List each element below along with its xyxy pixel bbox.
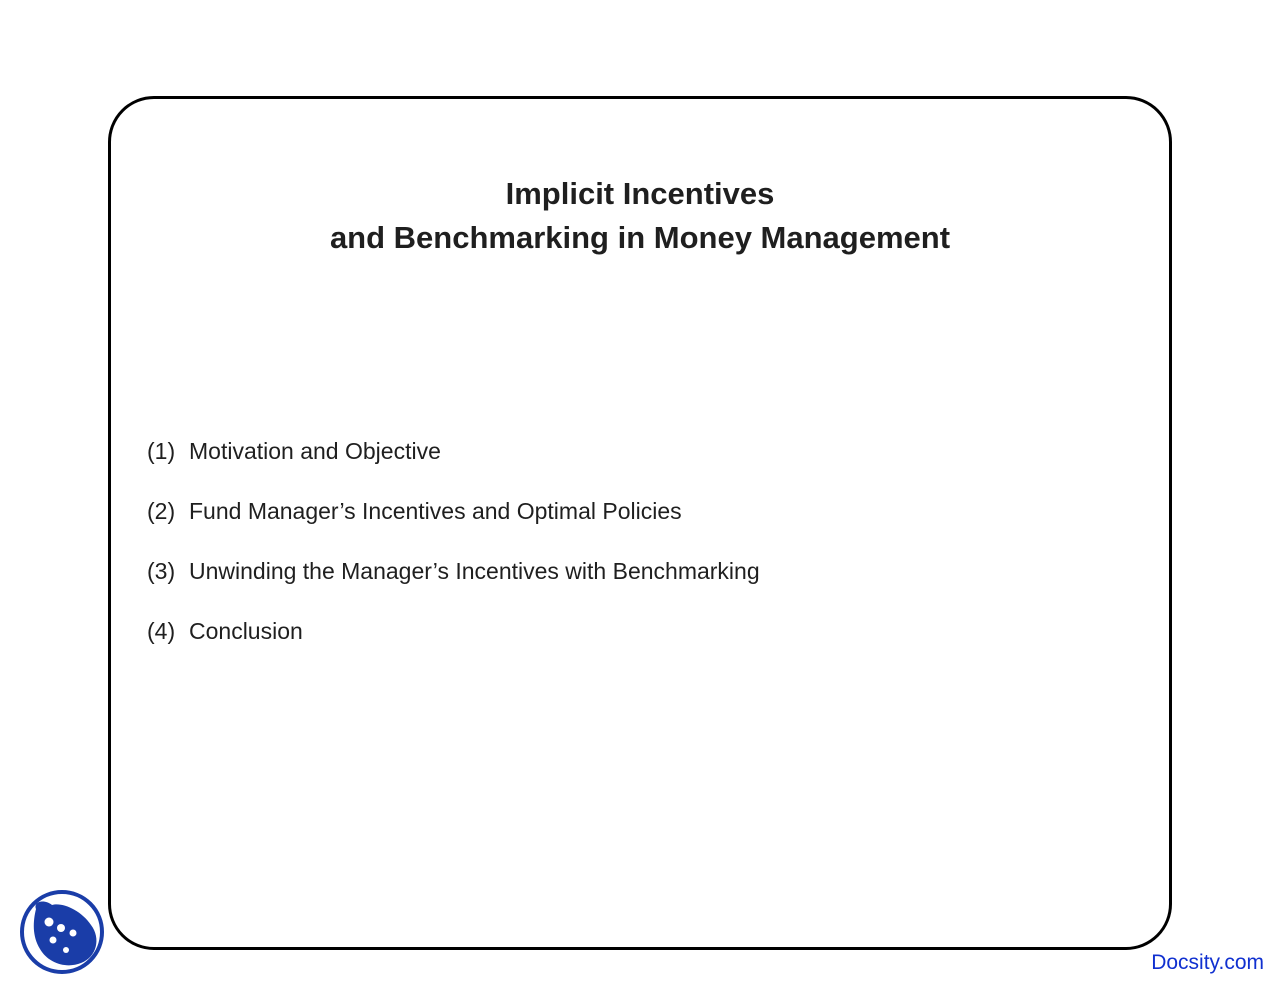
outline-list [147, 434, 760, 674]
outline-item-number: (2) [147, 498, 176, 524]
slide-title [0, 172, 1280, 260]
outline-item-3 [147, 554, 760, 614]
slide-title-line-1: Implicit Incentives [505, 176, 775, 211]
outline-item-number: (3) [147, 558, 176, 584]
docsity-link[interactable]: Docsity.com [1151, 951, 1264, 974]
outline-item-2 [147, 494, 760, 554]
outline-item-number: (1) [147, 438, 176, 464]
outline-item-text: Unwinding the Manager’s Incentives with Benchmarking [189, 558, 760, 584]
outline-item-1 [147, 434, 760, 494]
slide-title-line-2: and Benchmarking in Money Management [329, 220, 951, 255]
outline-item-text: Motivation and Objective [189, 438, 441, 464]
outline-item-text: Fund Manager’s Incentives and Optimal Policies [189, 498, 682, 524]
outline-item-number: (4) [147, 618, 176, 644]
outline-item-text: Conclusion [189, 618, 303, 644]
docsity-logo-icon[interactable] [19, 889, 105, 975]
outline-item-4 [147, 614, 760, 674]
